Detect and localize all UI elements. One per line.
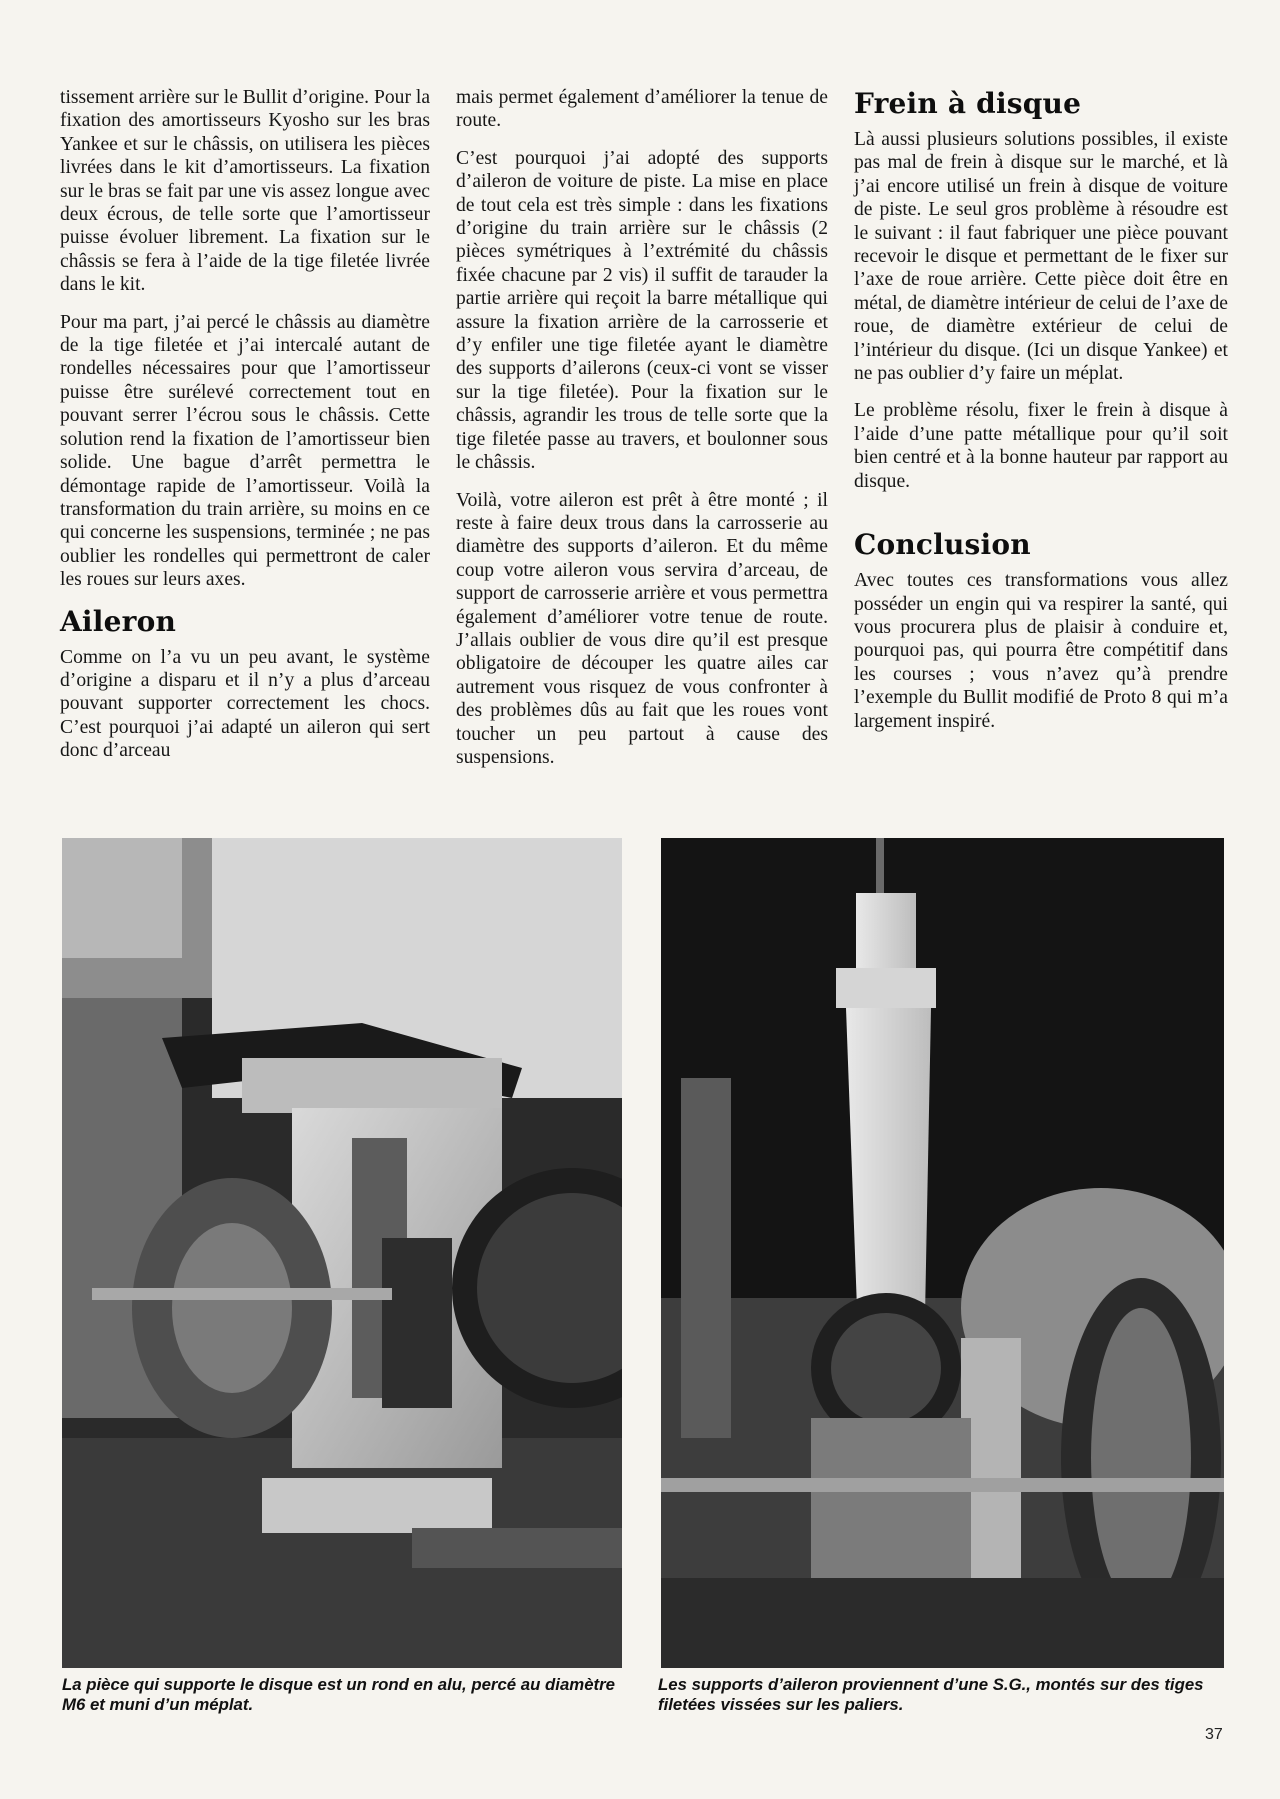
page-number: 37 (1205, 1726, 1223, 1743)
text-column-2 (456, 86, 828, 783)
text-column-3 (854, 86, 1228, 747)
paragraph: C’est pourquoi j’ai adopté des supports d’aileron de voiture de piste. La mise en place de tout cela est très simple : dans les fixations d’origine du train arrière sur le châssis (2 pièces symétriques à l’extrémité du châssis fixée chacune par 2 vis) il suffit de tarauder la partie arrière qui reçoit la barre métallique qui assure la fixation arrière de la carrosserie et d’y enfiler une tige filetée ayant le diamètre des supports d’ailerons (ceux-ci vont se visser sur la tige filetée). Pour la fixation sur le châssis, agrandir les trous de telle sorte que la tige filetée passe au travers, et boulonner sous le châssis. (456, 147, 828, 474)
paragraph: Avec toutes ces transformations vous allez posséder un engin qui va respirer la santé, qui vous procurera plus de plaisir à conduire et, pourquoi pas, qui pourra être compétitif dans les courses ; vous n’avez qu’à prendre l’exemple du Bullit modifié de Proto 8 qui m’a largement inspiré. (854, 570, 1228, 732)
paragraph: Pour ma part, j’ai percé le châssis au diamètre de la tige filetée et j’ai intercalé autant de rondelles nécessaires pour que l’amortisseur puisse être surélevé correctement tout en pouvant serrer l’écrou sous le châssis. Cette solution rend la fixation de l’amortisseur bien solide. Une bague d’arrêt permettra le démontage rapide de l’amortisseur. Voilà la transformation du train arrière, su moins en ce qui concerne les suspensions, terminée ; ne pas oublier les rondelles qui permettront de caler les roues sur leurs axes. (60, 311, 430, 591)
section-heading-frein-a-disque: Frein à disque (854, 87, 1082, 120)
photo-caption-left: La pièce qui supporte le disque est un rond en alu, percé au diamètre M6 et muni d’un méplat. (62, 1675, 615, 1714)
photo-caption-right: Les supports d’aileron proviennent d’une S.G., montés sur des tiges filetées vissées sur les paliers. (658, 1675, 1204, 1714)
paragraph: tissement arrière sur le Bullit d’origine. Pour la fixation des amortisseurs Kyosho sur les bras Yankee et sur le châssis, on utilisera les pièces livrées dans le kit d’amortisseurs. La fixation sur le bras se fait par une vis assez longue avec deux écrous, de telle sorte que l’amortisseur puisse évoluer librement. La fixation sur le châssis se fera à l’aide de la tige filetée livrée dans le kit. (60, 87, 431, 296)
photo-wing-supports (661, 838, 1224, 1668)
photo-wing-supports-image (661, 838, 1224, 1668)
paragraph: Là aussi plusieurs solutions possibles, il existe pas mal de frein à disque sur le marché, et là j’ai encore utilisé un frein à disque de voiture de piste. Le seul gros problème à résoudre est le suivant : il faut fabriquer une pièce pouvant recevoir le disque et permettant de le fixer sur l’axe de roue arrière. Cette pièce doit être en métal, de diamètre intérieur de celui de l’axe de roue, de diamètre extérieur de celui de l’intérieur du disque. (Ici un disque Yankee) et ne pas oublier d’y faire un méplat. (854, 129, 1228, 385)
photo-disc-brake-mount-image (62, 838, 622, 1668)
section-heading-aileron: Aileron (60, 604, 176, 638)
paragraph: Le problème résolu, fixer le frein à disque à l’aide d’une patte métallique pour qu’il soit bien centré et à la bonne hauteur par rapport au disque. (854, 400, 1228, 492)
text-column-1 (60, 86, 430, 777)
paragraph: Voilà, votre aileron est prêt à être monté ; il reste à faire deux trous dans la carrosserie au diamètre des supports d’aileron. Et du même coup votre aileron vous servira d’arceau, de support de carrosserie arrière et vous permettra également d’améliorer votre tenue de route. J’allais oublier de vous dire qu’il est presque obligatoire de découper les quatre ailes car autrement vous risquez de vous confronter à des problèmes dûs au fait que les roues vont toucher un peu partout à cause des suspensions. (456, 489, 828, 768)
photo-disc-brake-mount (62, 838, 622, 1668)
paragraph: mais permet également d’améliorer la tenue de route. (456, 87, 828, 132)
section-heading-conclusion: Conclusion (854, 528, 1031, 562)
paragraph: Comme on l’a vu un peu avant, le système d’origine a disparu et il n’y a plus d’arceau pouvant supporter correctement les chocs. C’est pourquoi j’ai adapté un aileron qui sert donc d’arceau (60, 646, 430, 762)
